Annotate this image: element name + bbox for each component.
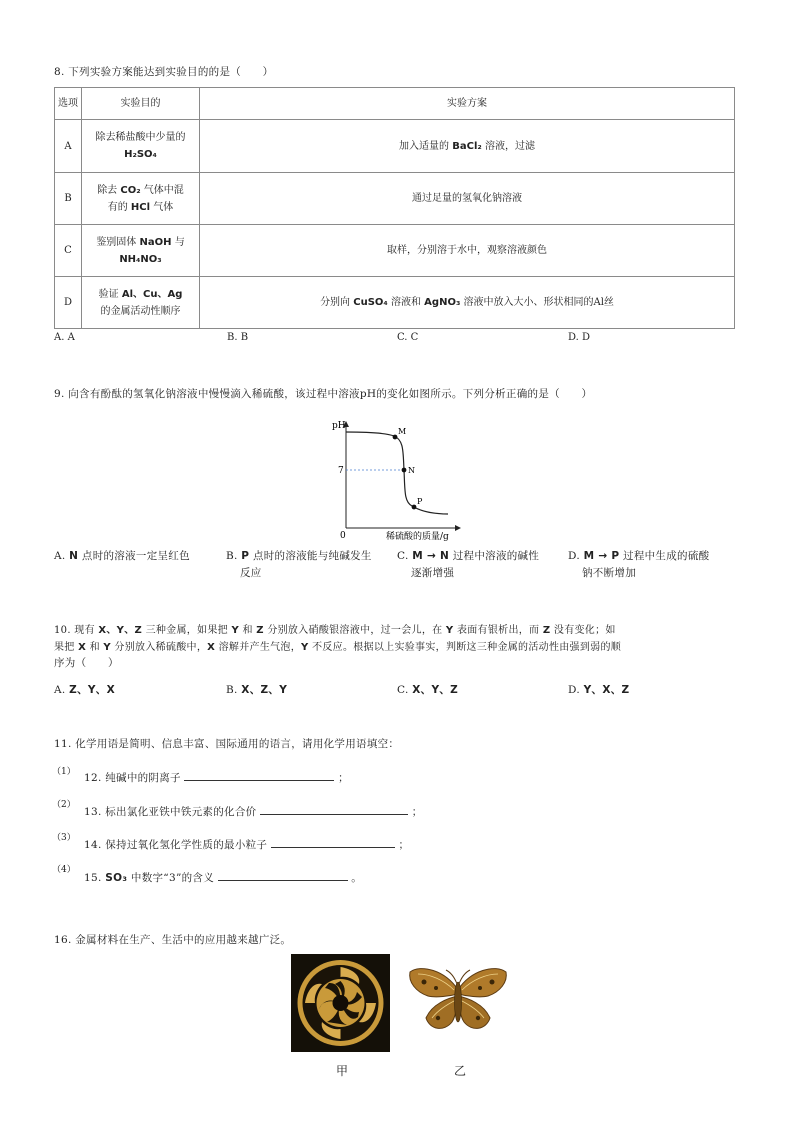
- image-label-jia: 甲: [336, 1064, 349, 1078]
- q11-item-14: 14. 保持过氧化氢化学性质的最小粒子 ；: [84, 836, 409, 852]
- answer-blank-15[interactable]: [218, 869, 348, 881]
- label-m: M: [398, 427, 407, 436]
- q8-option-d[interactable]: D. D: [568, 332, 591, 343]
- q8-table: [54, 87, 735, 329]
- header-option: 选项: [55, 88, 82, 120]
- q10-option-a[interactable]: A. Z、Y、X: [54, 684, 115, 696]
- q10-stem-line2: 果把 X 和 Y 分别放入稀硫酸中，X 溶解并产生气泡，Y 不反应。根据以上实验事实，判断这三种金属的活动性由强到弱的顺: [54, 642, 622, 653]
- q11-item-15: 15. SO₃ 中数字“3”的含义 。: [84, 869, 362, 885]
- table-header-row: [55, 88, 735, 120]
- point-m: [393, 435, 398, 440]
- q11-sub-number: （4）: [52, 865, 76, 875]
- row-label: D: [55, 277, 82, 329]
- row-plan: 加入适量的 BaCl₂ 溶液，过滤: [200, 120, 735, 173]
- answer-blank-14[interactable]: [271, 836, 395, 848]
- answer-blank-12[interactable]: [184, 769, 334, 781]
- row-purpose: 除去 CO₂ 气体中混 有的 HCl 气体: [82, 173, 200, 225]
- row-label: C: [55, 225, 82, 277]
- q9-option-a[interactable]: A. N 点时的溶液一定呈红色: [54, 550, 190, 562]
- q9-option-c[interactable]: C. M → N 过程中溶液的碱性 逐渐增强: [397, 550, 540, 579]
- q10-stem-line3: 序为（ ）: [54, 657, 119, 669]
- header-plan: 实验方案: [200, 88, 735, 120]
- q8-option-b[interactable]: B. B: [227, 332, 249, 343]
- q10-option-b[interactable]: B. X、Z、Y: [226, 684, 288, 696]
- q10-stem-line1: 10. 现有 X、Y、Z 三种金属，如果把 Y 和 Z 分别放入硝酸银溶液中，过一会儿，在 Y 表面有银析出，而 Z 没有变化；如: [54, 625, 616, 636]
- row-plan: 通过足量的氢氧化钠溶液: [200, 173, 735, 225]
- q10-option-c[interactable]: C. X、Y、Z: [397, 684, 459, 696]
- q16-stem: 16. 金属材料在生产、生活中的应用越来越广泛。: [54, 934, 292, 946]
- q11-sub-number: （1）: [52, 767, 76, 777]
- q8-stem: 8. 下列实验方案能达到实验目的的是（ ）: [54, 66, 274, 78]
- q11-item-13: 13. 标出氯化亚铁中铁元素的化合价 ；: [84, 803, 423, 819]
- y-axis-label: pH: [332, 421, 346, 431]
- x-axis-label: 稀硫酸的质量/g: [386, 532, 449, 542]
- q11-item-12: 12. 纯碱中的阴离子 ；: [84, 769, 349, 785]
- row-plan: 取样，分别溶于水中，观察溶液颜色: [200, 225, 735, 277]
- row-purpose: 验证 Al、Cu、Ag 的金属活动性顺序: [82, 277, 200, 329]
- image-label-yi: 乙: [454, 1064, 467, 1078]
- point-p: [412, 505, 417, 510]
- golden-butterfly-image: [406, 960, 510, 1042]
- table-row: [55, 120, 735, 173]
- row-label: A: [55, 120, 82, 173]
- q9-stem: 9. 向含有酚酞的氢氧化钠溶液中慢慢滴入稀硫酸，该过程中溶液pH的变化如图所示。下列分析正确的是（ ）: [54, 388, 593, 400]
- table-row: [55, 173, 735, 225]
- header-purpose: 实验目的: [82, 88, 200, 120]
- q9-option-d[interactable]: D. M → P 过程中生成的硫酸 钠不断增加: [568, 550, 710, 579]
- q11-stem: 11. 化学用语是简明、信息丰富、国际通用的语言，请用化学用语填空：: [54, 738, 400, 750]
- table-row: [55, 225, 735, 277]
- answer-blank-13[interactable]: [260, 803, 408, 815]
- ph-curve: [346, 432, 448, 514]
- ph7-label: 7: [338, 466, 344, 476]
- q11-sub-number: （2）: [52, 800, 76, 810]
- q10-option-d[interactable]: D. Y、X、Z: [568, 684, 630, 696]
- table-row: [55, 277, 735, 329]
- q9-option-b[interactable]: B. P 点时的溶液能与纯碱发生 反应: [226, 550, 372, 579]
- label-p: P: [417, 497, 423, 506]
- point-n: [402, 468, 407, 473]
- row-label: B: [55, 173, 82, 225]
- row-plan: 分别向 CuSO₄ 溶液和 AgNO₃ 溶液中放入大小、形状相同的Al丝: [200, 277, 735, 329]
- golden-sunbird-disc-image: [291, 954, 390, 1052]
- ph-chart: [330, 418, 480, 544]
- q8-option-a[interactable]: A. A: [54, 332, 75, 343]
- q11-sub-number: （3）: [52, 833, 76, 843]
- q8-option-c[interactable]: C. C: [397, 332, 419, 343]
- row-purpose: 除去稀盐酸中少量的 H₂SO₄: [82, 120, 200, 173]
- label-n: N: [408, 466, 415, 475]
- origin-label: 0: [340, 531, 346, 541]
- row-purpose: 鉴别固体 NaOH 与 NH₄NO₃: [82, 225, 200, 277]
